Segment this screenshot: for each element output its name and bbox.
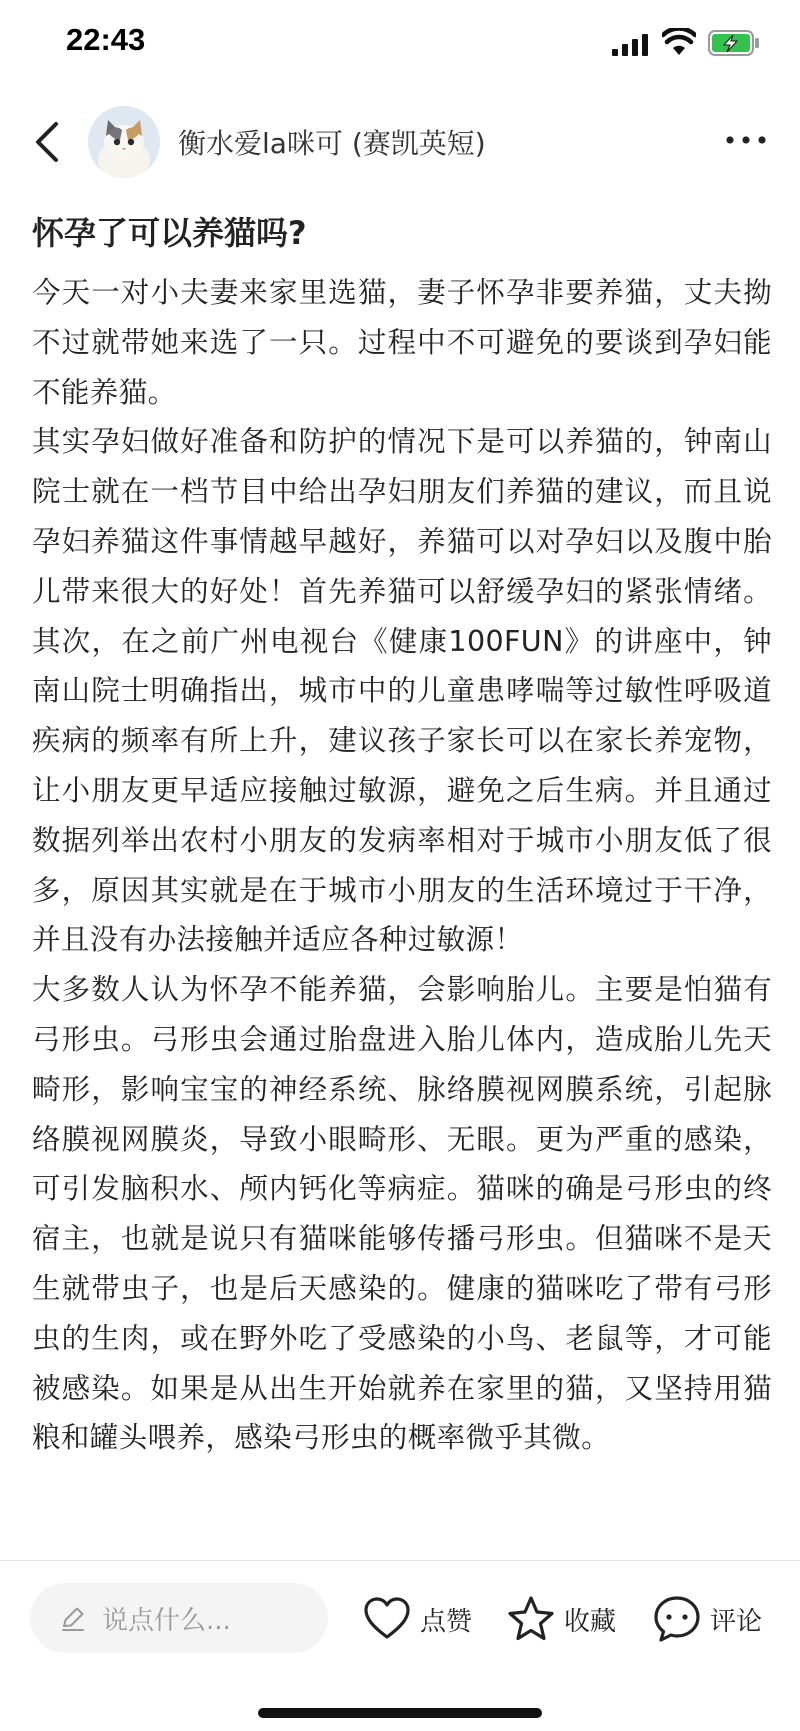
bottom-action-bar (0, 1561, 800, 1731)
comment-input[interactable] (30, 1583, 328, 1653)
author-name[interactable]: 衡水爱la咪可 (赛凯英短) (178, 127, 486, 160)
post-header (0, 100, 800, 184)
back-arrow-icon[interactable] (28, 118, 68, 166)
star-icon (506, 1594, 556, 1644)
status-bar (0, 0, 800, 90)
like-label: 点赞 (420, 1606, 473, 1637)
like-button[interactable] (362, 1591, 472, 1647)
comment-button[interactable] (652, 1591, 762, 1647)
home-indicator[interactable] (258, 1708, 542, 1718)
cellular-signal-icon (612, 34, 648, 56)
wifi-icon (662, 28, 696, 56)
article-body (32, 268, 772, 1560)
comment-input-placeholder: 说点什么... (102, 1605, 231, 1636)
battery-charging-icon (708, 30, 760, 56)
favorite-button[interactable] (506, 1591, 616, 1647)
comment-label: 评论 (710, 1606, 763, 1637)
pencil-icon (58, 1603, 88, 1633)
comment-bubble-icon (652, 1594, 702, 1644)
status-time: 22:43 (66, 22, 146, 57)
article-paragraph: 其实孕妇做好准备和防护的情况下是可以养猫的，钟南山院士就在一档节目中给出孕妇朋友们养猫的建议，而且说孕妇养猫这件事情越早越好，养猫可以对孕妇以及腹中胎儿带来很大的好处！首先养猫可以舒缓孕妇的紧张情绪。其次，在之前广州电视台《健康100FUN》的讲座中，钟南山院士明确指出，城市中的儿童患哮喘等过敏性呼吸道疾病的频率有所上升，建议孩子家长可以在家长养宠物，让小朋友更早适应接触过敏源，避免之后生病。并且通过数据列举出农村小朋友的发病率相对于城市小朋友低了很多，原因其实就是在于城市小朋友的生活环境过于干净，并且没有办法接触并适应各种过敏源！ (32, 425, 772, 957)
more-options-icon[interactable] (722, 120, 770, 160)
cat-avatar-image (88, 106, 160, 178)
author-avatar[interactable] (88, 106, 160, 178)
article-paragraph: 大多数人认为怀孕不能养猫，会影响胎儿。主要是怕猫有弓形虫。弓形虫会通过胎盘进入胎儿体内，造成胎儿先天畸形，影响宝宝的神经系统、脉络膜视网膜系统，引起脉络膜视网膜炎，导致小眼畸形、无眼。更为严重的感染，可引发脑积水、颅内钙化等病症。猫咪的确是弓形虫的终宿主，也就是说只有猫咪能够传播弓形虫。但猫咪不是天生就带虫子，也是后天感染的。健康的猫咪吃了带有弓形虫的生肉，或在野外吃了受感染的小鸟、老鼠等，才可能被感染。如果是从出生开始就养在家里的猫，又坚持用猫粮和罐头喂养，感染弓形虫的概率微乎其微。 (32, 973, 772, 1455)
article-paragraph: 今天一对小夫妻来家里选猫，妻子怀孕非要养猫，丈夫拗不过就带她来选了一只。过程中不可避免的要谈到孕妇能不能养猫。 (32, 276, 772, 409)
article-title: 怀孕了可以养猫吗? (32, 214, 307, 252)
heart-icon (362, 1594, 412, 1644)
favorite-label: 收藏 (564, 1606, 617, 1637)
